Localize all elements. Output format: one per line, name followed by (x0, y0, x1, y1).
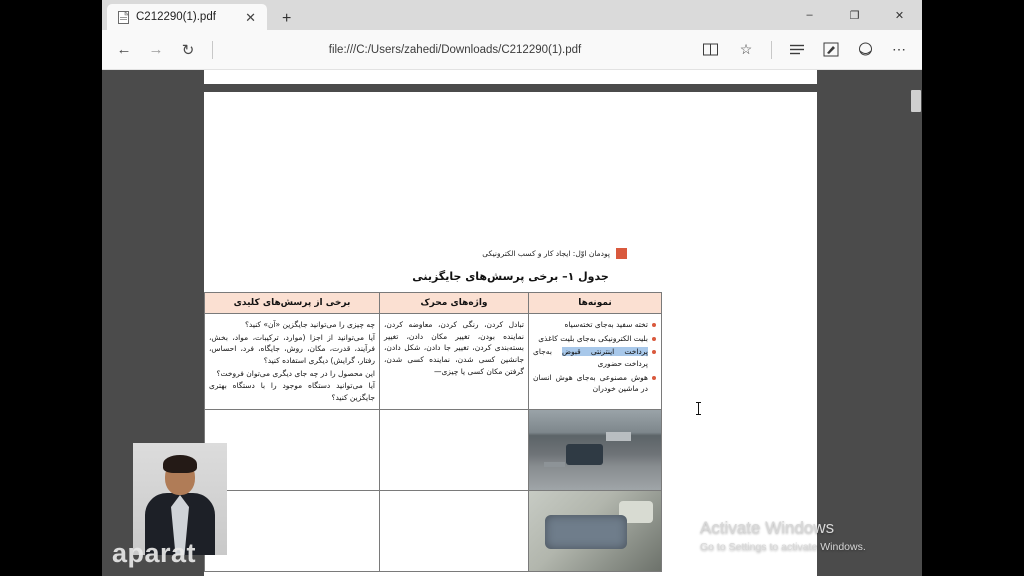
refresh-button[interactable]: ↻ (181, 41, 195, 59)
table-title: جدول ۱– برخی پرسش‌های جایگزینی (412, 270, 609, 283)
key-question: آیا می‌توانید دستگاه موجود را با دستگاه بهتری جایگزین کنید؟ (209, 381, 375, 402)
car-interior-photo (529, 491, 661, 571)
url-text: file:///C:/Users/zahedi/Downloads/C212290(1).pdf (328, 43, 582, 56)
key-question: چه چیزی را می‌توانید جایگزین «آن» کنید؟ (244, 320, 375, 329)
maximize-button[interactable]: ❐ (849, 9, 860, 22)
toolbar-divider (212, 41, 213, 59)
traffic-photo (529, 410, 661, 490)
activation-title: Activate Windows (700, 518, 835, 537)
pdf-running-head (482, 248, 627, 259)
window-close-button[interactable]: ✕ (894, 9, 905, 22)
scrollbar-thumb[interactable] (911, 90, 921, 112)
table-header-row (205, 293, 662, 314)
list-item: هوش مصنوعی به‌جای هوش انسان در ماشین خودران (533, 372, 657, 395)
back-button[interactable]: ← (116, 41, 132, 58)
key-question: آیا می‌توانید از اجزا (موارد، ترکیبات، مواد، بخش، فرآیند، قدرت، مکان، روش، جایگاه، فرد، احساس، رفتار، گرایش) دیگری استفاده کنید؟ (209, 332, 375, 365)
favorite-star-icon[interactable]: ☆ (739, 41, 753, 57)
cell-key-questions (205, 314, 380, 410)
list-item: بلیت الکترونیکی به‌جای بلیت کاغذی (533, 333, 657, 345)
cell-empty-right (205, 410, 380, 491)
column-header-trigger-words: واژه‌های محرک (380, 293, 529, 314)
windows-activation-watermark (700, 518, 866, 553)
address-bar[interactable] (221, 35, 689, 65)
list-item-highlighted[interactable] (533, 346, 657, 369)
pdf-file-icon (117, 11, 130, 24)
table-row-images (205, 410, 662, 491)
highlight-icon[interactable] (848, 35, 882, 65)
navigation-bar (102, 30, 922, 70)
browser-tab[interactable] (107, 4, 267, 30)
examples-list (533, 319, 657, 395)
address-bar-icons (693, 35, 763, 65)
replacement-questions-table (204, 292, 662, 572)
cell-empty-middle-2 (380, 491, 529, 572)
cell-empty-right-2 (205, 491, 380, 572)
key-question: این محصول را در چه جای دیگری می‌توان فروخت؟ (216, 368, 375, 378)
list-item-rest: به‌جای پرداخت حضوری (533, 347, 648, 368)
tab-title: C212290(1).pdf (136, 11, 216, 23)
selected-text: پرداخت اینترنتی قبوض (561, 347, 648, 357)
pen-icon[interactable] (814, 35, 848, 65)
new-tab-button[interactable]: + (282, 10, 292, 27)
close-icon[interactable]: ✕ (245, 9, 256, 25)
vertical-scrollbar[interactable] (910, 70, 922, 576)
reading-view-icon[interactable] (693, 35, 727, 65)
forward-button[interactable]: → (148, 41, 164, 58)
table-row-images-2 (205, 491, 662, 572)
notes-icon[interactable] (780, 35, 814, 65)
cell-trigger-words (380, 314, 529, 410)
activation-subtitle: Go to Settings to activate Windows. (700, 541, 866, 553)
cell-image-traffic (529, 410, 662, 491)
cell-examples[interactable] (529, 314, 662, 410)
tab-bar (102, 0, 922, 30)
column-header-examples: نمونه‌ها (529, 293, 662, 314)
cell-empty-middle (380, 410, 529, 491)
trigger-words-text: تبادل کردن، رنگی کردن، معاوضه کردن، نماینده بودن، تغییر مکان دادن، تغییر بسته‌بندی کردن، تغییر جا دادن، شکل دادن، جانشین کسی شدن، نماینده کسی شدن، گرفتن مکان کسی یا چیزی— (384, 320, 524, 376)
pdf-page-content (204, 92, 817, 576)
minimize-button[interactable]: – (806, 9, 813, 21)
pdf-page[interactable] (204, 92, 817, 576)
text-cursor (698, 402, 699, 415)
cell-image-car-interior (529, 491, 662, 572)
window-controls (787, 0, 922, 30)
toolbar-divider-2 (771, 41, 772, 59)
running-head-text: پودمان اوّل: ایجاد کار و کسب الکترونیکی (482, 249, 610, 258)
list-item: تخته سفید به‌جای تخته‌سیاه (533, 319, 657, 331)
orange-square-icon (616, 248, 627, 259)
aparat-watermark: aparat (112, 538, 197, 568)
presenter-hair (163, 455, 197, 473)
more-options-icon[interactable]: ⋯ (892, 41, 906, 57)
column-header-key-questions: برخی از پرسش‌های کلیدی (205, 293, 380, 314)
table-row (205, 314, 662, 410)
page-top-edge (204, 70, 817, 84)
